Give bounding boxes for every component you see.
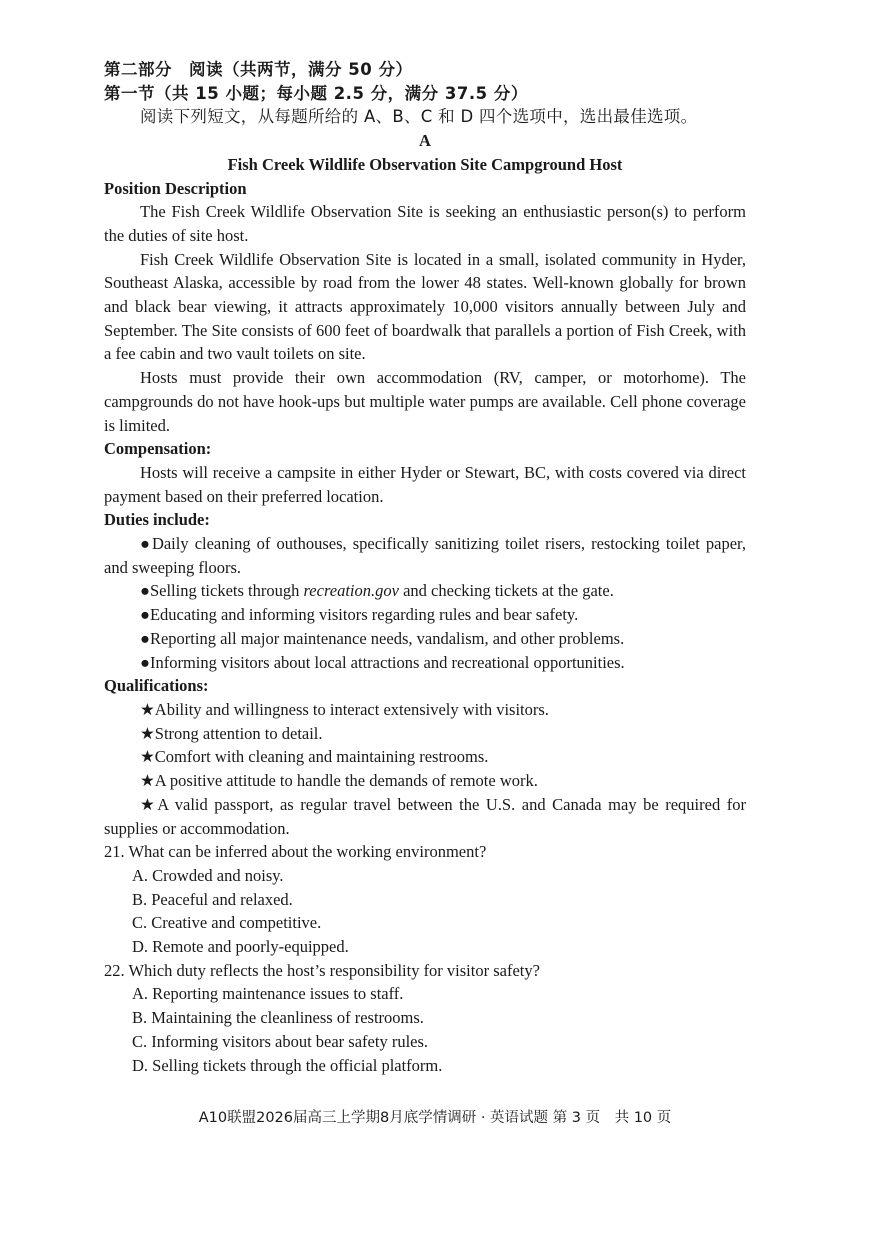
bullet-icon: ● <box>140 581 150 601</box>
compensation-heading: Compensation: <box>104 439 212 459</box>
paragraph-2: Fish Creek Wildlife Observation Site is located in a small, isolated community in Hyder, Southeast Alaska, accessible by road from the lower 48 states. Well-known globally for brown and black bear viewing, it attracts approximately 10,000 visitors annually between July and September. The Site consists of 600 feet of boardwalk that parallels a portion of Fish Creek, with a fee cabin and two vault toilets on site. <box>104 249 746 364</box>
bullet-icon: ● <box>140 652 150 672</box>
duty-text: Reporting all major maintenance needs, vandalism, and other problems. <box>149 628 625 648</box>
question-stem: 22. Which duty reflects the host’s responsibility for visitor safety? <box>104 960 540 980</box>
qualifications-heading: Qualifications: <box>104 676 209 696</box>
duty-text: Selling tickets through <box>149 581 304 601</box>
instruction: 阅读下列短文，从每题所给的 A、B、C 和 D 四个选项中，选出最佳选项。 <box>140 107 698 127</box>
passage-title: Fish Creek Wildlife Observation Site Campground Host <box>227 154 623 174</box>
qualification-item <box>104 745 746 769</box>
section-title: 第一节（共 15 小题；每小题 2.5 分，满分 37.5 分） <box>104 83 528 103</box>
page-footer: A10联盟2026届高三上学期8月底学情调研 · 英语试题 第 3 页 共 10 页 <box>198 1110 672 1126</box>
compensation-text: Hosts will receive a campsite in either Hyder or Stewart, BC, with costs covered via direct payment based on their preferred location. <box>104 462 746 506</box>
bullet-icon: ● <box>140 628 150 648</box>
answer-option: D. Remote and poorly-equipped. <box>132 937 349 957</box>
duty-text: and checking tickets at the gate. <box>398 581 614 601</box>
duty-text: Daily cleaning of outhouses, specifically sanitizing toilet risers, restocking toilet paper, and sweeping floors. <box>104 534 747 577</box>
qualification-text: Comfort with cleaning and maintaining restrooms. <box>154 747 489 767</box>
recreation-gov-link-text: recreation.gov <box>303 581 399 601</box>
star-icon: ★ <box>140 771 155 791</box>
duty-text: Informing visitors about local attractions and recreational opportunities. <box>149 652 625 672</box>
duty-item <box>104 532 746 579</box>
page-content <box>104 58 746 1077</box>
duty-text: Educating and informing visitors regarding rules and bear safety. <box>149 605 579 625</box>
duty-item <box>104 579 746 603</box>
question-stem: 21. What can be inferred about the working environment? <box>104 842 487 862</box>
star-icon: ★ <box>140 699 155 719</box>
qualification-text: Ability and willingness to interact extensively with visitors. <box>154 699 549 719</box>
qualification-item <box>104 769 746 793</box>
answer-option: C. Informing visitors about bear safety rules. <box>132 1031 429 1051</box>
position-heading: Position Description <box>104 178 247 198</box>
star-icon: ★ <box>140 723 155 743</box>
passage-label: A <box>419 131 431 151</box>
qualification-text: A positive attitude to handle the demands of remote work. <box>154 771 538 791</box>
answer-option: B. Peaceful and relaxed. <box>132 889 293 909</box>
paragraph-3: Hosts must provide their own accommodation (RV, camper, or motorhome). The campgrounds do not have hook-ups but multiple water pumps are available. Cell phone coverage is limited. <box>104 368 746 435</box>
answer-option: A. Crowded and noisy. <box>132 865 284 885</box>
answer-option: A. Reporting maintenance issues to staff. <box>132 984 404 1004</box>
duty-item <box>104 651 746 675</box>
star-icon: ★ <box>140 747 155 767</box>
qualification-text: A valid passport, as regular travel between the U.S. and Canada may be required for supplies or accommodation. <box>104 794 746 838</box>
answer-option: B. Maintaining the cleanliness of restrooms. <box>132 1008 424 1028</box>
qualification-item <box>104 722 746 746</box>
qualification-text: Strong attention to detail. <box>154 723 323 743</box>
paragraph-1: The Fish Creek Wildlife Observation Site is seeking an enthusiastic person(s) to perform the duties of site host. <box>104 202 746 245</box>
duty-item <box>104 627 746 651</box>
duties-heading: Duties include: <box>104 510 210 530</box>
bullet-icon: ● <box>140 605 150 625</box>
qualification-item <box>104 793 746 840</box>
answer-option: C. Creative and competitive. <box>132 913 322 933</box>
part-title: 第二部分 阅读（共两节，满分 50 分） <box>104 60 413 79</box>
bullet-icon: ● <box>140 534 152 554</box>
qualification-item <box>104 698 746 722</box>
star-icon: ★ <box>140 794 158 814</box>
answer-option: D. Selling tickets through the official platform. <box>132 1055 443 1075</box>
duty-item <box>104 603 746 627</box>
